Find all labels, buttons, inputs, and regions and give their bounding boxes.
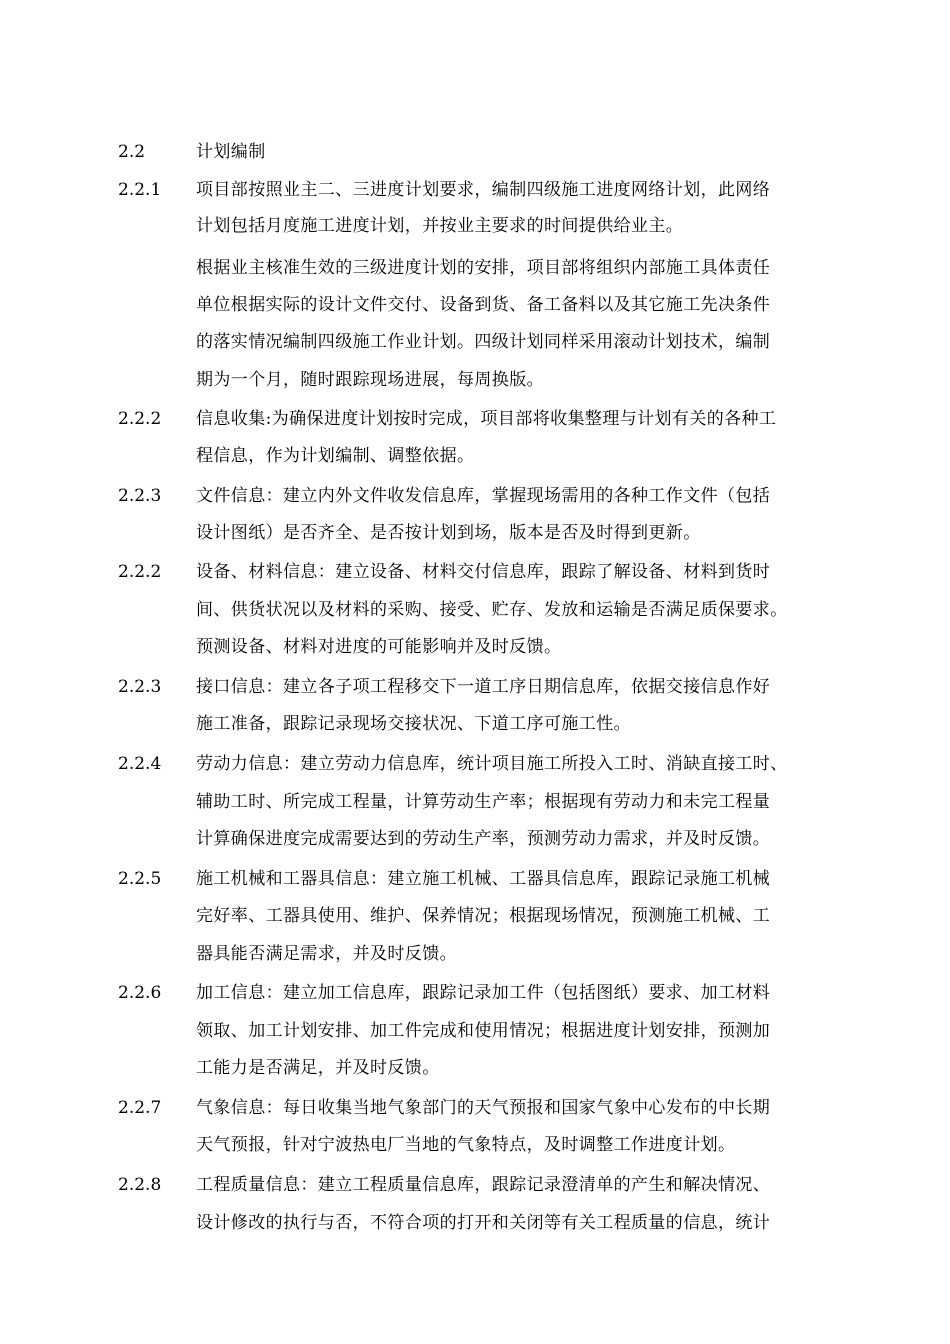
item-text-line: 接口信息：建立各子项工程移交下一道工序日期信息库，依据交接信息作好 bbox=[196, 677, 771, 697]
item-text-line: 施工准备，跟踪记录现场交接状况、下道工序可施工性。 bbox=[196, 714, 631, 734]
item-text-line: 器具能否满足需求，并及时反馈。 bbox=[196, 944, 457, 964]
item-text-line: 天气预报，针对宁波热电厂当地的气象特点，及时调整工作进度计划。 bbox=[196, 1135, 736, 1155]
item-text-line: 单位根据实际的设计文件交付、设备到货、备工备料以及其它施工先决条件 bbox=[196, 295, 771, 315]
item-text-line: 辅助工时、所完成工程量，计算劳动生产率；根据现有劳动力和未完工程量 bbox=[196, 792, 771, 812]
item-text-line: 气象信息：每日收集当地气象部门的天气预报和国家气象中心发布的中长期 bbox=[196, 1098, 771, 1118]
item-number: 2.2.5 bbox=[118, 869, 162, 889]
section-number: 2.2 bbox=[118, 142, 146, 162]
item-text-line: 的落实情况编制四级施工作业计划。四级计划同样采用滚动计划技术，编制 bbox=[196, 332, 771, 352]
item-text-line: 工能力是否满足，并及时反馈。 bbox=[196, 1058, 440, 1078]
item-text-line: 设计修改的执行与否，不符合项的打开和关闭等有关工程质量的信息，统计 bbox=[196, 1213, 771, 1233]
item-number: 2.2.2 bbox=[118, 562, 162, 582]
item-text-line: 间、供货状况以及材料的采购、接受、贮存、发放和运输是否满足质保要求。 bbox=[196, 600, 788, 620]
item-number: 2.2.7 bbox=[118, 1098, 162, 1118]
item-number: 2.2.3 bbox=[118, 677, 162, 697]
item-text-line: 设计图纸）是否齐全、是否按计划到场，版本是否及时得到更新。 bbox=[196, 523, 701, 543]
item-text-line: 根据业主核准生效的三级进度计划的安排，项目部将组织内部施工具体责任 bbox=[196, 258, 771, 278]
item-number: 2.2.3 bbox=[118, 486, 162, 506]
item-text-line: 完好率、工器具使用、维护、保养情况；根据现场情况，预测施工机械、工 bbox=[196, 906, 771, 926]
item-number: 2.2.6 bbox=[118, 983, 162, 1003]
item-text-line: 计算确保进度完成需要达到的劳动生产率，预测劳动力需求，并及时反馈。 bbox=[196, 829, 771, 849]
item-text-line: 劳动力信息：建立劳动力信息库，统计项目施工所投入工时、消缺直接工时、 bbox=[196, 754, 788, 774]
item-text-line: 程信息，作为计划编制、调整依据。 bbox=[196, 446, 475, 466]
item-text-line: 计划包括月度施工进度计划，并按业主要求的时间提供给业主。 bbox=[196, 216, 684, 236]
item-text-line: 设备、材料信息：建立设备、材料交付信息库，跟踪了解设备、材料到货时 bbox=[196, 562, 771, 582]
section-title: 计划编制 bbox=[196, 142, 266, 162]
item-text-line: 加工信息：建立加工信息库，跟踪记录加工件（包括图纸）要求、加工材料 bbox=[196, 983, 771, 1003]
item-number: 2.2.8 bbox=[118, 1175, 162, 1195]
item-text-line: 信息收集:为确保进度计划按时完成，项目部将收集整理与计划有关的各种工 bbox=[196, 409, 777, 429]
item-number: 2.2.4 bbox=[118, 754, 162, 774]
item-text-line: 工程质量信息：建立工程质量信息库，跟踪记录澄清单的产生和解决情况、 bbox=[196, 1175, 771, 1195]
item-number: 2.2.1 bbox=[118, 180, 162, 200]
item-text-line: 施工机械和工器具信息：建立施工机械、工器具信息库，跟踪记录施工机械 bbox=[196, 869, 771, 889]
item-text-line: 领取、加工计划安排、加工件完成和使用情况；根据进度计划安排，预测加 bbox=[196, 1021, 771, 1041]
item-text-line: 项目部按照业主二、三进度计划要求，编制四级施工进度网络计划，此网络 bbox=[196, 180, 771, 200]
item-text-line: 期为一个月，随时跟踪现场进展，每周换版。 bbox=[196, 370, 544, 390]
item-text-line: 文件信息：建立内外文件收发信息库，掌握现场需用的各种工作文件（包括 bbox=[196, 486, 771, 506]
item-number: 2.2.2 bbox=[118, 409, 162, 429]
item-text-line: 预测设备、材料对进度的可能影响并及时反馈。 bbox=[196, 637, 562, 657]
